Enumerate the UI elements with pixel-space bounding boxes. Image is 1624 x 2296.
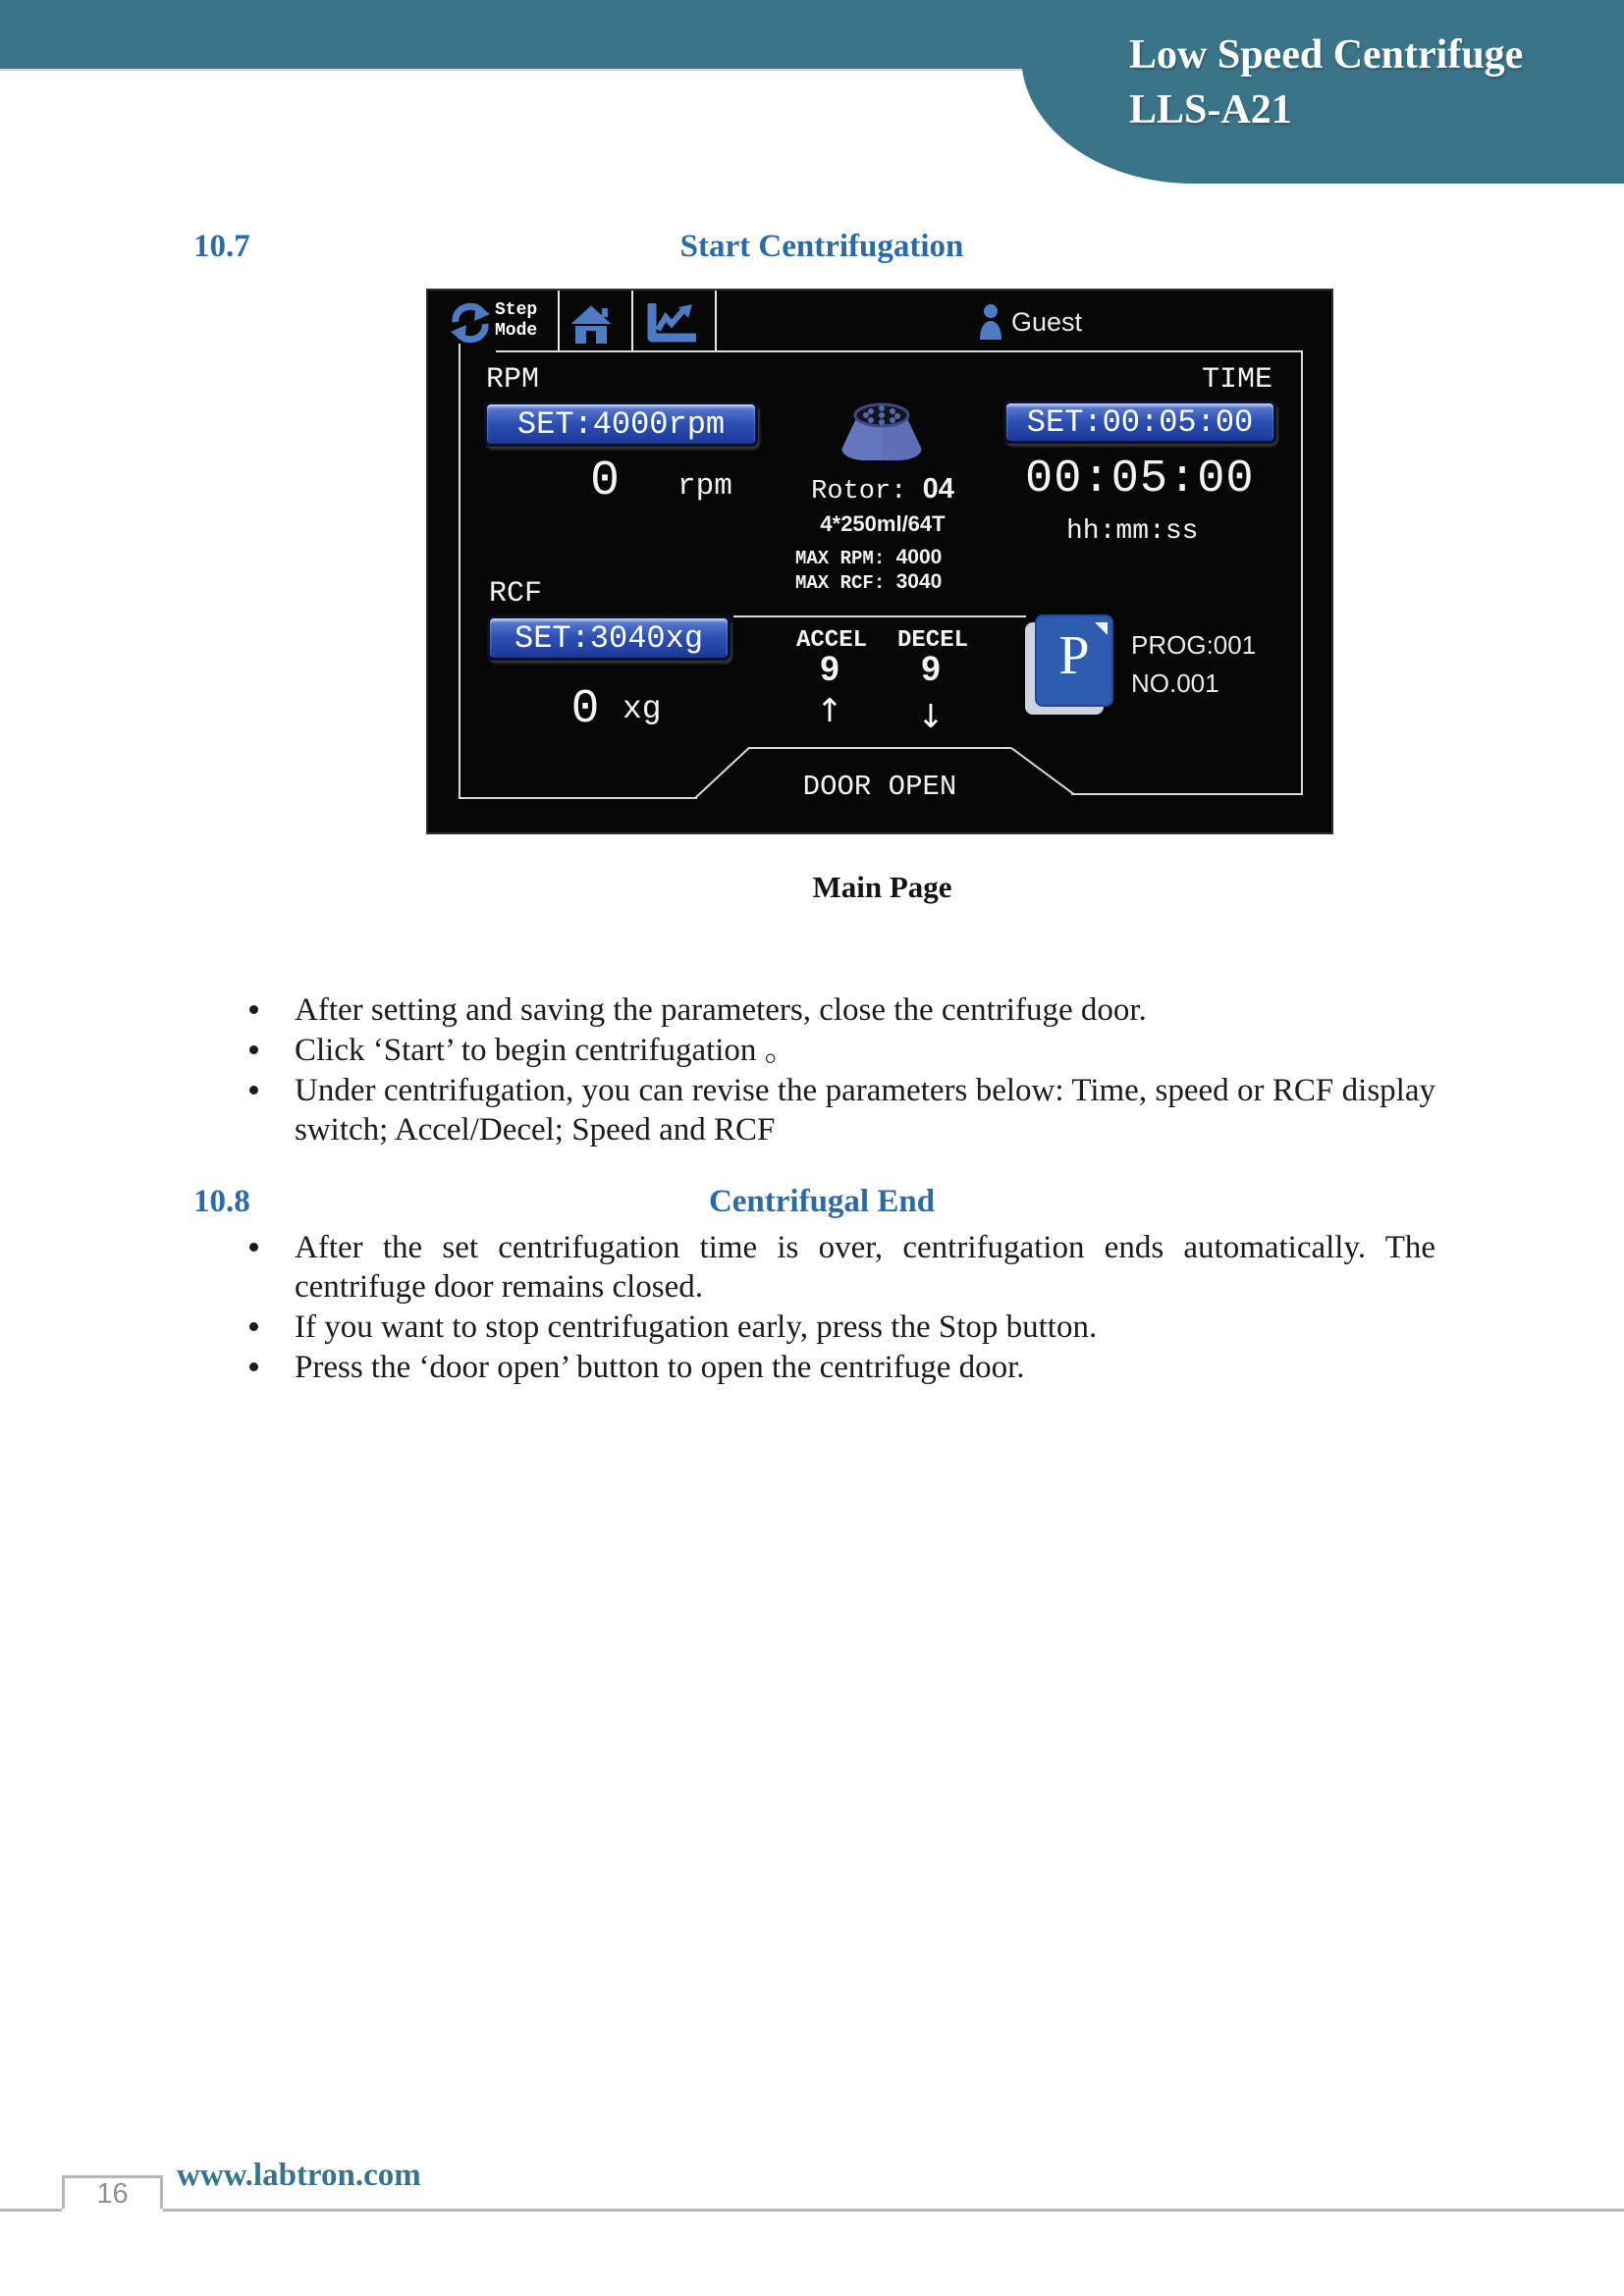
step-mode-label-line2: Mode — [495, 321, 538, 341]
panel-border-bottom-right — [1071, 793, 1303, 795]
max-rpm-row — [795, 546, 942, 569]
max-rcf-label: MAX RCF: — [795, 572, 886, 594]
run-curve-chart-icon[interactable] — [645, 303, 696, 345]
max-rpm-label: MAX RPM: — [795, 548, 886, 569]
section-10-8-bullets — [295, 1228, 1435, 1387]
rpm-unit: rpm — [677, 469, 732, 504]
product-name: Low Speed Centrifuge — [1129, 32, 1524, 78]
rotor-number-row — [799, 473, 966, 507]
time-current-value: 00:05:00 — [1025, 454, 1255, 506]
accel-section-bottom-line — [748, 747, 1011, 749]
set-time-button[interactable]: SET:00:05:00 — [1003, 400, 1276, 444]
centrifuge-touchscreen — [428, 291, 1331, 832]
decel-down-arrow-icon: ↓ — [917, 697, 945, 735]
door-notch-left-diagonal — [694, 747, 749, 799]
door-notch-right-diagonal — [1010, 747, 1074, 795]
rotor-spec: 4*250ml/64T — [820, 511, 946, 536]
toolbar-divider — [558, 291, 560, 351]
section-number: 10.7 — [193, 229, 250, 264]
website-link[interactable]: www.labtron.com — [177, 2158, 421, 2193]
bullet-text: If you want to stop centrifugation early, press the Stop button. — [295, 1309, 1098, 1345]
footer-rule-left — [0, 2209, 62, 2212]
accel-up-arrow-icon: ↑ — [816, 691, 843, 729]
header-title-block — [1021, 0, 1624, 184]
list-item — [295, 1071, 1435, 1149]
panel-border-right — [1301, 350, 1303, 793]
bullet-text: Press the ‘door open’ button to open the centrifuge door. — [295, 1350, 1025, 1385]
figure-caption: Main Page — [812, 870, 952, 904]
decel-value[interactable]: 9 — [921, 650, 941, 688]
bullet-text: Under centrifugation, you can revise the parameters below: Time, speed or RCF display switch; Accel/Decel; Speed and RCF — [295, 1073, 1435, 1148]
section-title: Start Centrifugation — [679, 229, 964, 264]
model-number: LLS-A21 — [1129, 87, 1292, 133]
rcf-unit: xg — [623, 691, 662, 727]
program-file-icon[interactable] — [1033, 614, 1117, 715]
accel-value[interactable]: 9 — [820, 650, 839, 688]
time-section-label: TIME — [1202, 363, 1273, 397]
bullet-text: After the set centrifugation time is over, centrifugation ends automatically. The centrifuge door remains closed. — [295, 1230, 1435, 1305]
accel-label: ACCEL — [796, 627, 868, 654]
program-file-letter: P — [1058, 625, 1090, 686]
section-10-8-heading — [0, 1184, 1624, 1223]
bullet-text: After setting and saving the parameters, close the centrifuge door. — [295, 992, 1147, 1028]
list-item — [295, 1308, 1435, 1347]
section-10-7-heading — [0, 229, 1624, 268]
step-mode-cycle-icon[interactable] — [447, 301, 494, 345]
list-item — [295, 1031, 1435, 1070]
bullet-dot — [249, 1045, 258, 1054]
rpm-current-value: 0 — [589, 454, 620, 509]
max-rcf-row — [795, 570, 942, 594]
time-format-hint: hh:mm:ss — [1066, 516, 1199, 547]
panel-border-bottom-left — [459, 797, 697, 799]
program-number: PROG:001 — [1131, 630, 1257, 660]
program-step-number: NO.001 — [1131, 668, 1219, 698]
section-number: 10.8 — [193, 1184, 250, 1219]
bullet-text: Click ‘Start’ to begin centrifugation 。 — [295, 1033, 797, 1068]
max-rpm-value: 4000 — [895, 546, 943, 568]
rpm-section-label: RPM — [486, 363, 540, 397]
toolbar-underline — [496, 350, 1303, 352]
footer-rule-right — [163, 2209, 1624, 2212]
set-rpm-button[interactable]: SET:4000rpm — [484, 401, 758, 447]
bullet-dot — [249, 1086, 258, 1095]
panel-border-left — [459, 344, 460, 797]
document-title — [1129, 27, 1523, 137]
decel-label: DECEL — [897, 627, 969, 654]
rotor-icon — [835, 402, 929, 463]
set-rcf-button[interactable]: SET:3040xg — [487, 615, 731, 661]
bullet-dot — [249, 1322, 258, 1331]
section-10-7-bullets — [295, 990, 1435, 1149]
step-mode-label-line1: Step — [495, 300, 538, 320]
section-title: Centrifugal End — [708, 1184, 936, 1219]
list-item — [295, 1228, 1435, 1307]
user-name[interactable]: Guest — [1011, 307, 1083, 337]
rcf-current-value: 0 — [570, 683, 600, 736]
bullet-dot — [249, 1362, 258, 1371]
rotor-number: 04 — [922, 473, 954, 505]
step-mode-button[interactable] — [495, 300, 537, 342]
bullet-dot — [249, 1243, 258, 1252]
list-item — [295, 1348, 1435, 1387]
home-icon[interactable] — [567, 302, 616, 346]
max-rcf-value: 3040 — [895, 570, 943, 593]
rcf-section-label: RCF — [489, 577, 543, 611]
page-number: 16 — [96, 2178, 129, 2210]
rotor-label: Rotor: — [811, 477, 907, 507]
toolbar-divider — [715, 291, 717, 351]
door-open-status[interactable]: DOOR OPEN — [802, 771, 957, 803]
list-item — [295, 990, 1435, 1030]
user-icon[interactable] — [978, 303, 1003, 341]
accel-section-top-line — [733, 615, 1026, 617]
toolbar-divider — [631, 291, 633, 351]
bullet-dot — [249, 1005, 258, 1014]
